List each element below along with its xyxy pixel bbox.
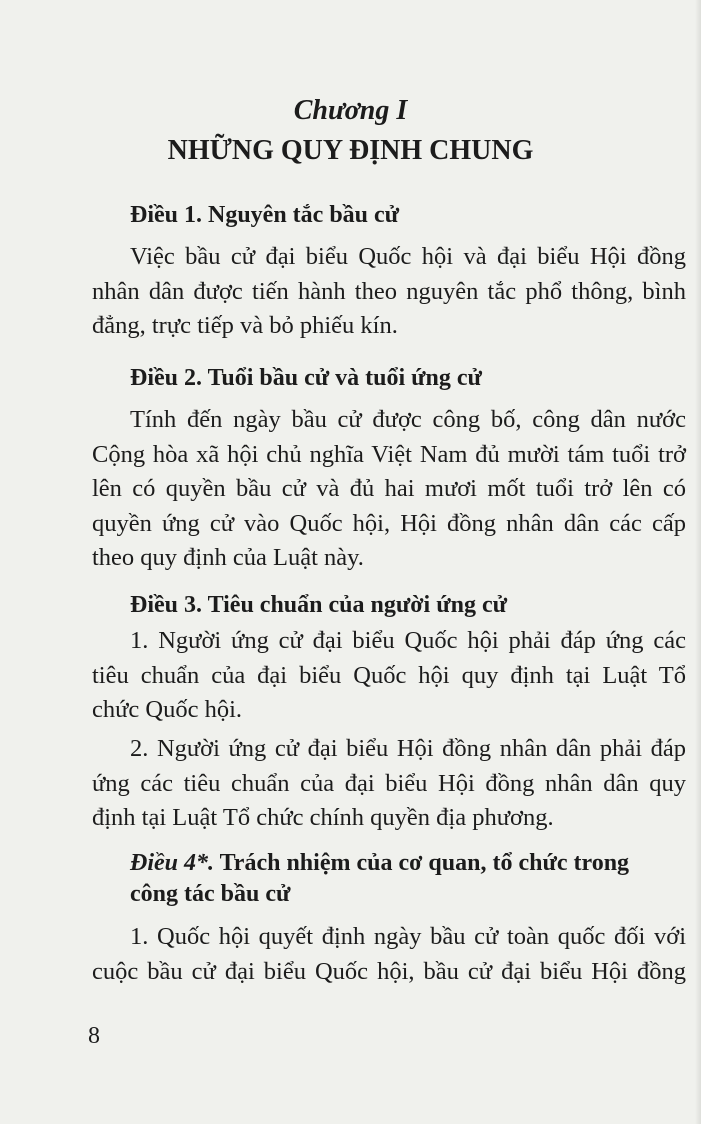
text-line: định tại Luật Tổ chức chính quyền địa phương. xyxy=(92,804,554,831)
text-line: 2. Người ứng cử đại biểu Hội đồng nhân dân phải đáp xyxy=(130,735,686,762)
article-4-heading xyxy=(130,848,686,910)
text-line: 1. Người ứng cử đại biểu Quốc hội phải đáp ứng các xyxy=(130,627,686,654)
article-1-heading: Điều 1. Nguyên tắc bầu cử xyxy=(130,202,400,228)
chapter-title: Chương I xyxy=(293,95,408,126)
text-line: cuộc bầu cử đại biểu Quốc hội, bầu cử đại biểu Hội đồng xyxy=(92,957,686,985)
page-edge-shadow xyxy=(695,0,701,1124)
article-4-title-line-2: công tác bầu cử xyxy=(130,881,291,907)
article-3-paragraph-2 xyxy=(92,732,686,836)
article-4-title-line-1: Trách nhiệm của cơ quan, tổ chức trong xyxy=(219,850,630,876)
page-number: 8 xyxy=(88,1023,100,1049)
text-line: Cộng hòa xã hội chủ nghĩa Việt Nam đủ mười tám tuổi trở xyxy=(92,440,686,468)
text-line: Tính đến ngày bầu cử được công bố, công dân nước xyxy=(130,406,686,433)
article-4-paragraph xyxy=(92,920,686,989)
chapter-heading: NHỮNG QUY ĐỊNH CHUNG xyxy=(167,135,534,166)
text-line: quyền ứng cử vào Quốc hội, Hội đồng nhân dân các cấp xyxy=(92,509,686,537)
article-4-number: Điều 4*. xyxy=(130,850,214,876)
text-line: lên có quyền bầu cử và đủ hai mươi mốt tuổi trở lên có xyxy=(92,475,686,502)
article-2-heading: Điều 2. Tuổi bầu cử và tuổi ứng cử xyxy=(130,365,482,391)
text-line: chức Quốc hội. xyxy=(92,696,243,723)
heading-line xyxy=(130,848,686,879)
text-line: 1. Quốc hội quyết định ngày bầu cử toàn quốc đối với xyxy=(130,923,686,950)
article-1-paragraph xyxy=(92,240,686,344)
text-line: Việc bầu cử đại biểu Quốc hội và đại biểu Hội đồng xyxy=(130,243,686,270)
article-3-heading: Điều 3. Tiêu chuẩn của người ứng cử xyxy=(130,592,508,618)
text-line: theo quy định của Luật này. xyxy=(92,544,364,571)
text-line: nhân dân được tiến hành theo nguyên tắc phổ thông, bình xyxy=(92,277,686,305)
text-line: đẳng, trực tiếp và bỏ phiếu kín. xyxy=(92,312,398,339)
article-2-paragraph xyxy=(92,403,686,576)
text-line: ứng các tiêu chuẩn của đại biểu Hội đồng nhân dân quy xyxy=(92,769,686,797)
text-line: tiêu chuẩn của đại biểu Quốc hội quy định tại Luật Tổ xyxy=(92,661,686,689)
article-3-paragraph-1 xyxy=(92,624,686,728)
